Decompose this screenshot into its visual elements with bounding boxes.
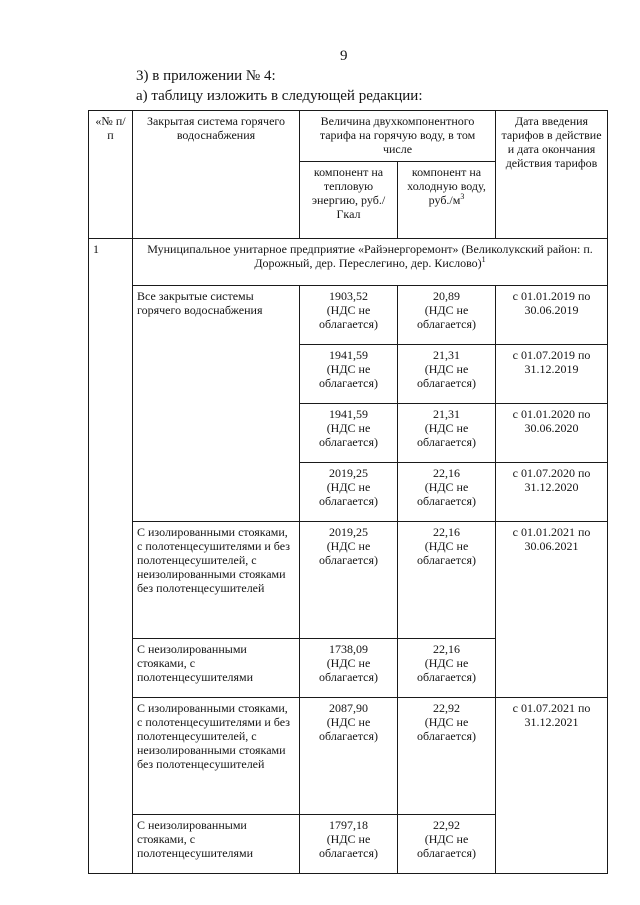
water-value	[398, 286, 496, 345]
heat-number: 2019,25	[329, 525, 368, 539]
header-comp-water-sup: 3	[460, 192, 465, 201]
heat-number: 1941,59	[329, 348, 368, 362]
intro-line-2: а) таблицу изложить в следующей редакции:	[136, 88, 423, 104]
tariff-table	[88, 110, 608, 874]
organization-name	[133, 239, 608, 286]
dates-cell: с 01.07.2020 по 31.12.2020	[496, 463, 608, 522]
vat-note: (НДС не облагается)	[319, 421, 378, 449]
heat-value	[300, 815, 398, 874]
water-number: 22,16	[433, 466, 460, 480]
header-system: Закрытая система горячего водоснабжения	[133, 111, 300, 239]
organization-sup: 1	[481, 255, 486, 264]
category-uninsulated: С неизолированными стояками, с полотенцесушителями	[133, 815, 300, 874]
dates-cell: с 01.01.2020 по 30.06.2020	[496, 404, 608, 463]
water-value	[398, 522, 496, 639]
heat-value	[300, 345, 398, 404]
heat-value	[300, 463, 398, 522]
water-number: 21,31	[433, 348, 460, 362]
organization-row	[89, 239, 608, 286]
vat-note: (НДС не облагается)	[319, 539, 378, 567]
water-number: 22,92	[433, 818, 460, 832]
intro-line-1: 3) в приложении № 4:	[136, 68, 276, 84]
vat-note: (НДС не облагается)	[319, 715, 378, 743]
heat-number: 2087,90	[329, 701, 368, 715]
heat-number: 1738,09	[329, 642, 368, 656]
vat-note: (НДС не облагается)	[319, 362, 378, 390]
heat-value	[300, 698, 398, 815]
heat-value	[300, 286, 398, 345]
water-value	[398, 404, 496, 463]
water-value	[398, 698, 496, 815]
heat-number: 1797,18	[329, 818, 368, 832]
header-dates: Дата введения тарифов в действие и дата окончания действия тарифов	[496, 111, 608, 239]
heat-value	[300, 639, 398, 698]
heat-value	[300, 404, 398, 463]
table-row	[89, 286, 608, 345]
header-comp-water-text: компонент на холодную воду, руб./м	[407, 165, 486, 207]
water-value	[398, 463, 496, 522]
water-number: 20,89	[433, 289, 460, 303]
table-row	[89, 698, 608, 815]
vat-note: (НДС не облагается)	[417, 421, 476, 449]
dates-cell: с 01.01.2021 по 30.06.2021	[496, 522, 608, 698]
heat-number: 2019,25	[329, 466, 368, 480]
header-value: Величина двухкомпонентного тарифа на горячую воду, в том числе	[300, 111, 496, 162]
table-row	[89, 522, 608, 639]
heat-number: 1903,52	[329, 289, 368, 303]
page-number: 9	[340, 48, 348, 64]
header-comp-heat: компонент на тепловую энергию, руб./Гкал	[300, 162, 398, 239]
dates-cell: с 01.07.2019 по 31.12.2019	[496, 345, 608, 404]
water-number: 22,16	[433, 642, 460, 656]
vat-note: (НДС не облагается)	[417, 362, 476, 390]
vat-note: (НДС не облагается)	[319, 656, 378, 684]
category-uninsulated: С неизолированными стояками, с полотенцесушителями	[133, 639, 300, 698]
header-num: «№ п/п	[89, 111, 133, 239]
vat-note: (НДС не облагается)	[417, 539, 476, 567]
vat-note: (НДС не облагается)	[417, 832, 476, 860]
row-num: 1	[89, 239, 133, 874]
heat-number: 1941,59	[329, 407, 368, 421]
water-value	[398, 345, 496, 404]
vat-note: (НДС не облагается)	[417, 480, 476, 508]
vat-note: (НДС не облагается)	[319, 303, 378, 331]
dates-cell: с 01.01.2019 по 30.06.2019	[496, 286, 608, 345]
table-header-row	[89, 111, 608, 162]
water-number: 21,31	[433, 407, 460, 421]
organization-text: Муниципальное унитарное предприятие «Райэнергоремонт» (Великолукский район: п. Дорожный, дер. Переслегино, дер. Кислово)	[147, 242, 593, 270]
vat-note: (НДС не облагается)	[417, 715, 476, 743]
water-value	[398, 639, 496, 698]
category-all: Все закрытые системы горячего водоснабжения	[133, 286, 300, 522]
header-comp-water	[398, 162, 496, 239]
category-insulated: С изолированными стояками, с полотенцесушителями и без полотенцесушителей, с неизолированными стояками без полотенцесушителей	[133, 522, 300, 639]
dates-cell: с 01.07.2021 по 31.12.2021	[496, 698, 608, 874]
vat-note: (НДС не облагается)	[319, 832, 378, 860]
vat-note: (НДС не облагается)	[319, 480, 378, 508]
water-number: 22,16	[433, 525, 460, 539]
water-number: 22,92	[433, 701, 460, 715]
category-insulated: С изолированными стояками, с полотенцесушителями и без полотенцесушителей, с неизолированными стояками без полотенцесушителей	[133, 698, 300, 815]
vat-note: (НДС не облагается)	[417, 303, 476, 331]
vat-note: (НДС не облагается)	[417, 656, 476, 684]
water-value	[398, 815, 496, 874]
heat-value	[300, 522, 398, 639]
